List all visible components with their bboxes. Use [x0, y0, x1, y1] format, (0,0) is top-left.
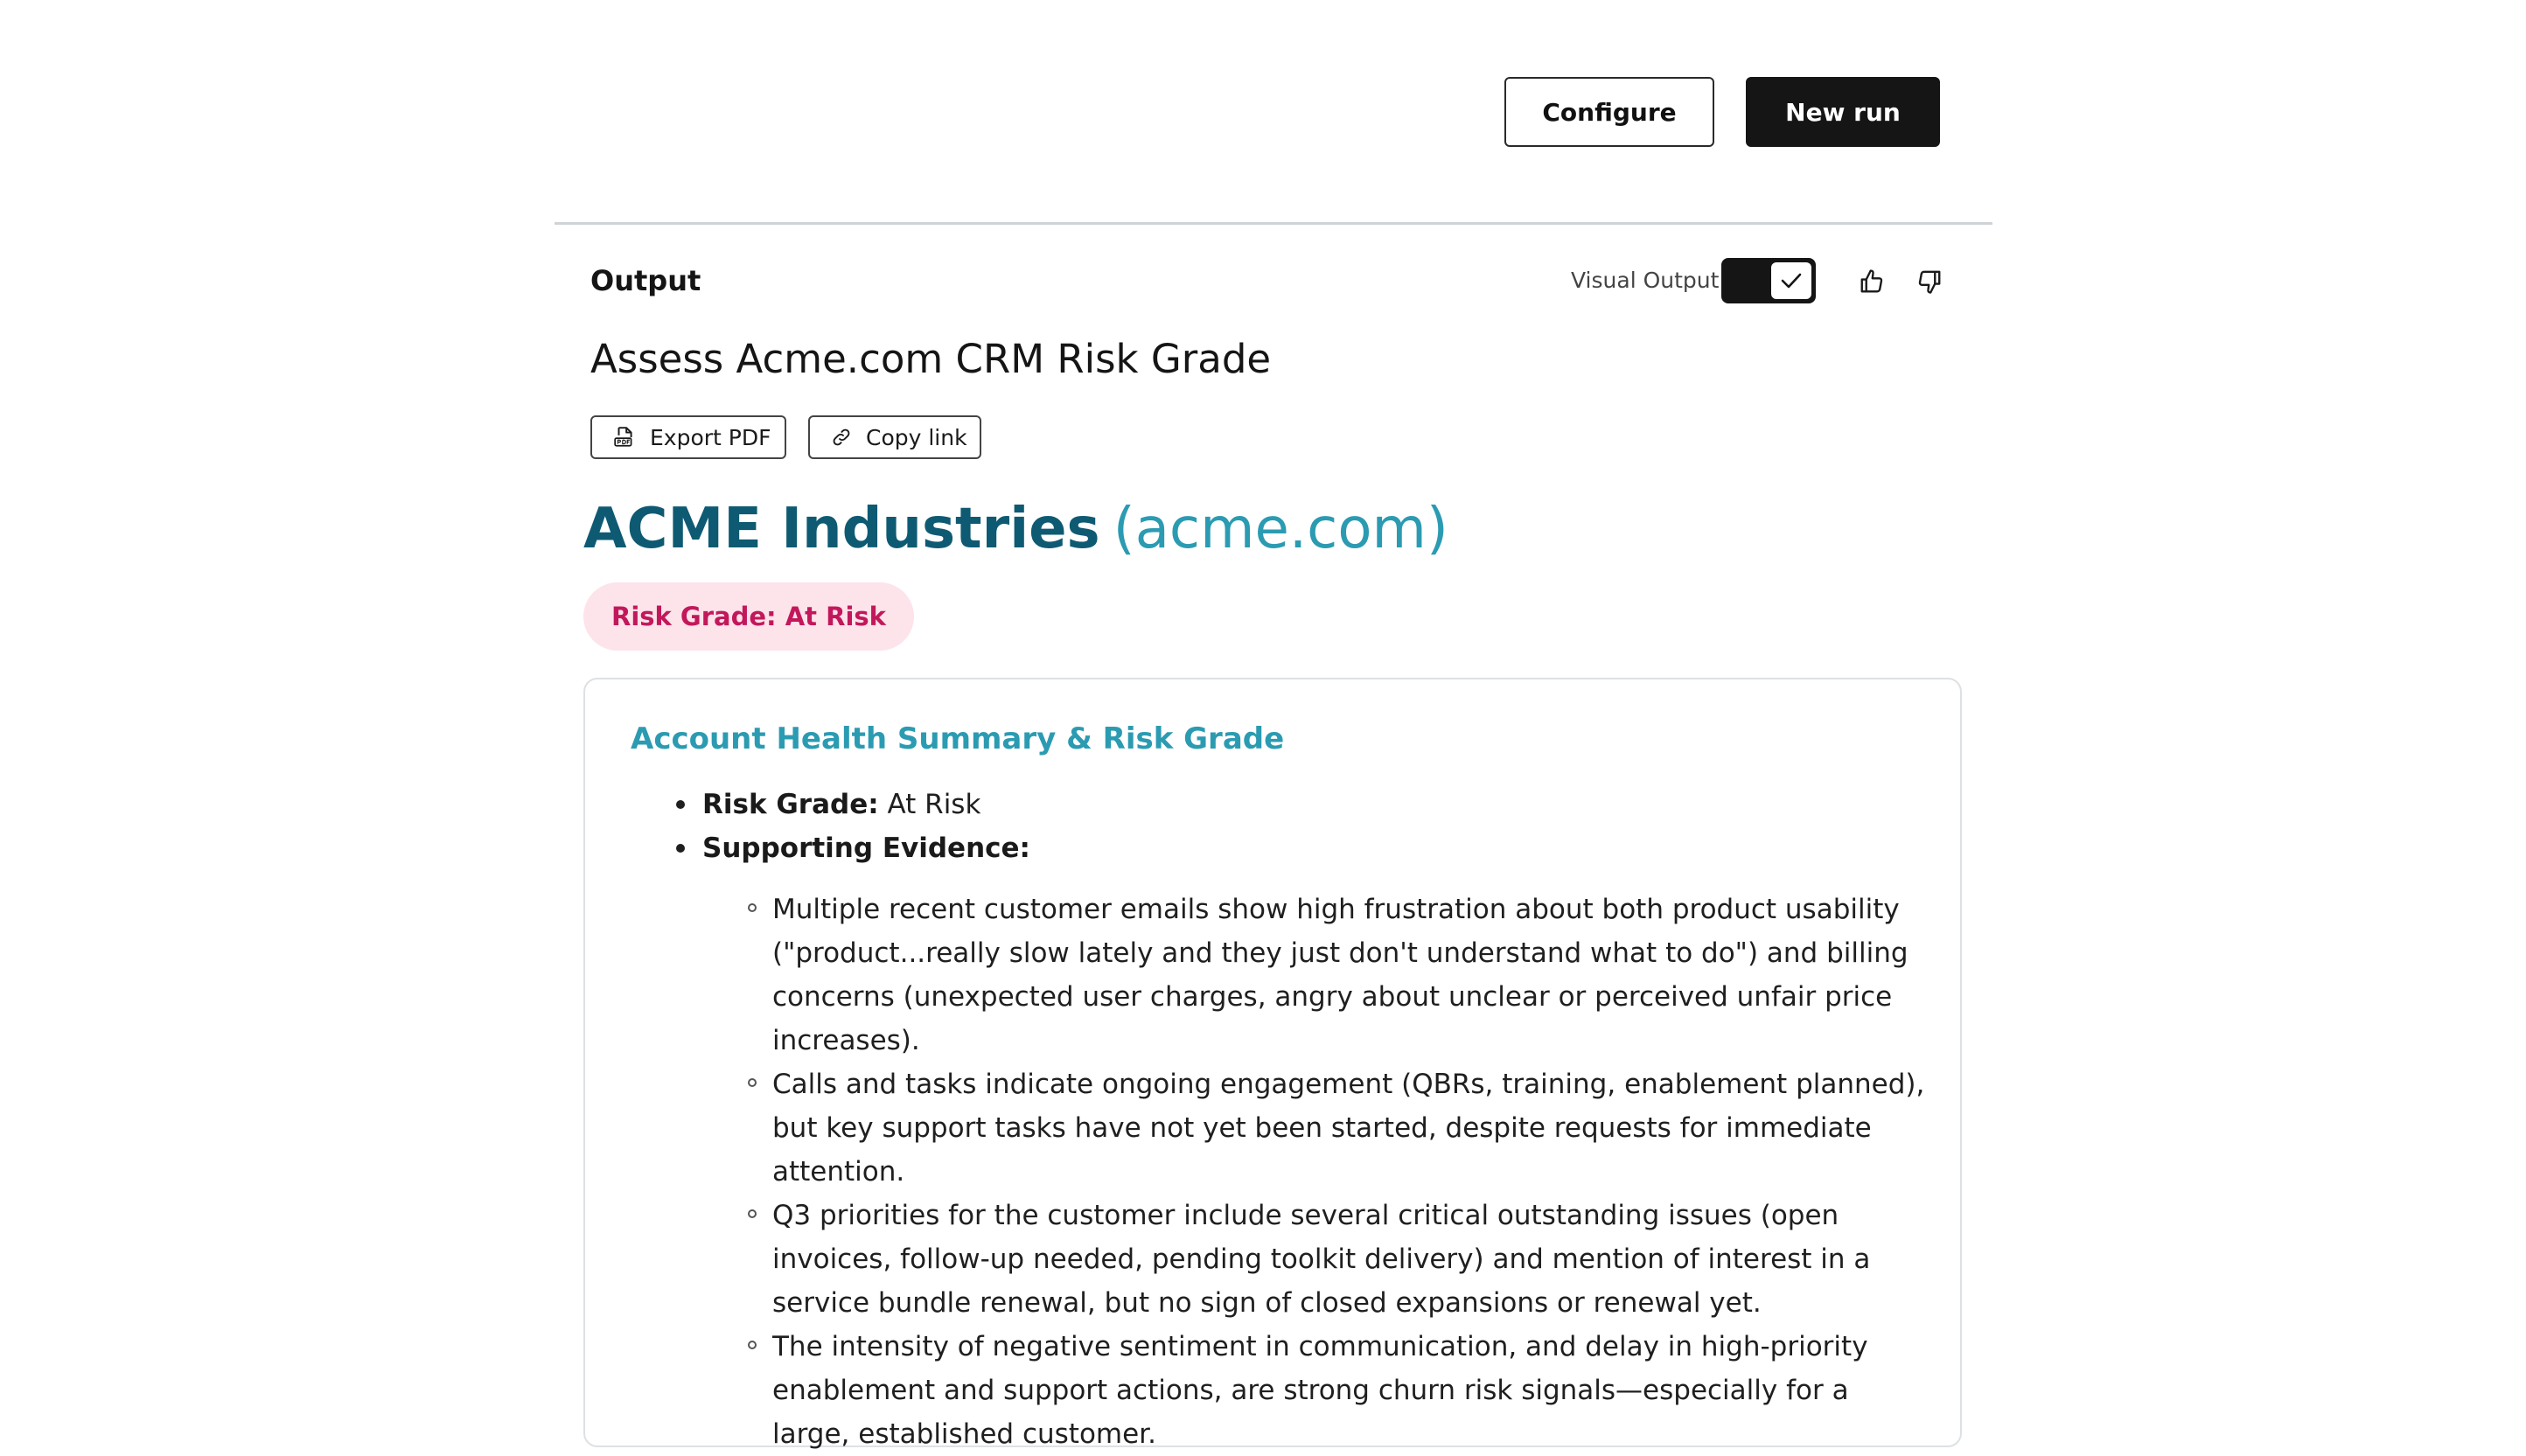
- link-icon: [831, 427, 852, 448]
- pdf-file-icon: [613, 426, 636, 449]
- evidence-item: Q3 priorities for the customer include several critical outstanding issues (open invoices, follow-up needed, pending toolkit delivery) and mention of interest in a service bundle renewal, but no sign of closed expansions or renewal yet.: [772, 1194, 1927, 1325]
- thumbs-down-button[interactable]: [1912, 264, 1947, 299]
- visual-output-label: Visual Output: [1571, 268, 1720, 293]
- company-domain: (acme.com): [1113, 497, 1448, 561]
- toggle-knob: [1771, 262, 1811, 299]
- copy-link-label: Copy link: [866, 424, 967, 450]
- evidence-item: Calls and tasks indicate ongoing engagement (QBRs, training, enablement planned), but key support tasks have not yet been started, despite requests for immediate attention.: [772, 1062, 1927, 1194]
- output-title: Output: [590, 264, 701, 297]
- list-item-supporting-evidence: [631, 826, 1908, 870]
- page-title: Assess Acme.com CRM Risk Grade: [590, 336, 1272, 382]
- export-pdf-label: Export PDF: [650, 424, 771, 450]
- supporting-evidence-label: Supporting Evidence:: [702, 832, 1030, 864]
- evidence-item: Multiple recent customer emails show high frustration about both product usability ("product...really slow lately and they just don't understand what to do") and billing concerns (unexpected user charges, angry about unclear or perceived unfair price increases).: [772, 888, 1927, 1062]
- export-pdf-button[interactable]: [590, 415, 786, 459]
- card-title: Account Health Summary & Risk Grade: [631, 721, 1285, 756]
- evidence-item: The intensity of negative sentiment in communication, and delay in high-priority enablement and support actions, are strong churn risk signals—especially for a large, established customer.: [772, 1325, 1927, 1456]
- header-divider: [555, 222, 1992, 225]
- configure-button[interactable]: Configure: [1504, 77, 1714, 147]
- thumbs-down-icon: [1916, 268, 1943, 295]
- risk-grade-value: At Risk: [878, 789, 981, 820]
- evidence-list: [772, 888, 1927, 1456]
- summary-list: [631, 783, 1908, 870]
- copy-link-button[interactable]: [808, 415, 981, 459]
- company-name: ACME Industries: [583, 497, 1100, 561]
- risk-grade-label: Risk Grade:: [702, 789, 879, 820]
- new-run-button[interactable]: New run: [1746, 77, 1940, 147]
- visual-output-toggle[interactable]: [1721, 258, 1816, 303]
- company-heading: [583, 497, 1448, 561]
- list-item-risk-grade: [631, 783, 1908, 826]
- check-icon: [1780, 271, 1803, 290]
- thumbs-up-button[interactable]: [1854, 264, 1889, 299]
- thumbs-up-icon: [1859, 268, 1885, 295]
- risk-grade-badge: Risk Grade: At Risk: [583, 582, 914, 651]
- account-health-card: [583, 678, 1962, 1450]
